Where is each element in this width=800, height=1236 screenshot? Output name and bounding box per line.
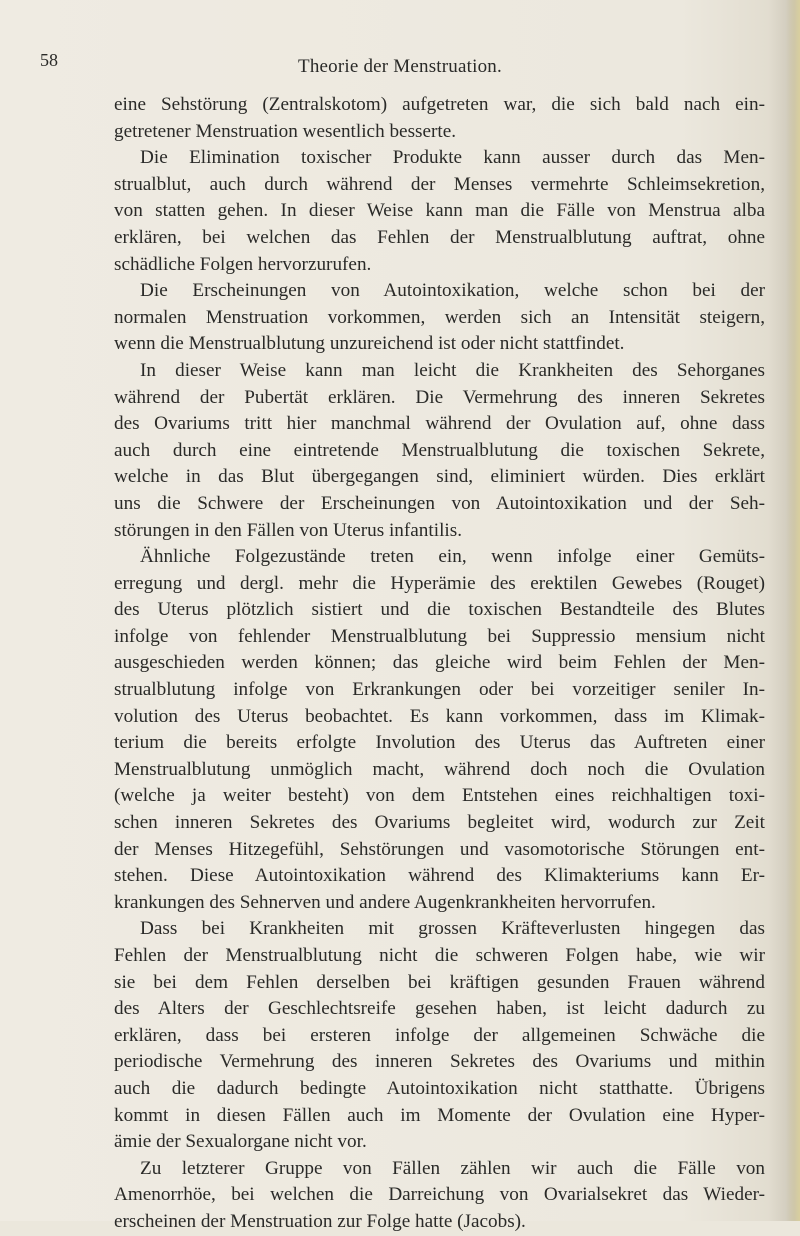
- text-line: Zu letzterer Gruppe von Fällen zählen wir auch die Fälle von: [140, 1157, 765, 1179]
- text-line: auch durch eine eintretende Menstrualblutung die toxischen Sekrete,: [114, 439, 765, 461]
- text-line: des Ovariums tritt hier manchmal während der Ovulation auf, ohne dass: [114, 413, 765, 435]
- text-line: ausgeschieden werden können; das gleiche wird beim Fehlen der Men-: [114, 652, 765, 674]
- text-line: stehen. Diese Autointoxikation während des Klimakteriums kann Er-: [114, 865, 765, 887]
- text-line: (welche ja weiter besteht) von dem Entstehen eines reichhaltigen toxi-: [114, 785, 765, 807]
- text-line: Menstrualblutung unmöglich macht, während doch noch die Ovulation: [114, 758, 765, 780]
- text-line: welche in das Blut übergegangen sind, eliminiert würden. Dies erklärt: [114, 466, 765, 488]
- text-line: Fehlen der Menstrualblutung nicht die schweren Folgen habe, wie wir: [114, 945, 765, 966]
- text-line: Die Elimination toxischer Produkte kann ausser durch das Men-: [140, 147, 765, 169]
- page-number: 58: [40, 50, 58, 70]
- text-line: normalen Menstruation vorkommen, werden sich an Intensität steigern,: [114, 306, 765, 328]
- text-line: Amenorrhöe, bei welchen die Darreichung von Ovarialsekret das Wieder-: [114, 1184, 765, 1206]
- text-line: wenn die Menstrualblutung unzureichend ist oder nicht stattfindet.: [114, 333, 625, 355]
- text-line: getretener Menstruation wesentlich besserte.: [114, 120, 457, 142]
- text-line: krankungen des Sehnerven und andere Augenkrankheiten hervorrufen.: [114, 891, 656, 913]
- text-line: auch die dadurch bedingte Autointoxikation nicht statthatte. Übrigens: [114, 1077, 765, 1099]
- text-line: des Alters der Geschlechtsreife gesehen haben, ist leicht dadurch zu: [114, 998, 765, 1020]
- text-line: eine Sehstörung (Zentralskotom) aufgetreten war, die sich bald nach ein-: [114, 94, 765, 115]
- text-line: kommt in diesen Fällen auch im Momente der Ovulation eine Hyper-: [114, 1104, 765, 1126]
- text-line: ämie der Sexualorgane nicht vor.: [114, 1131, 367, 1153]
- text-line: strualblut, auch durch während der Menses vermehrte Schleimsekretion,: [114, 173, 765, 195]
- text-line: infolge von fehlender Menstrualblutung bei Suppressio mensium nicht: [114, 625, 765, 647]
- text-line: störungen in den Fällen von Uterus infantilis.: [114, 519, 462, 541]
- text-line: des Uterus plötzlich sistiert und die toxischen Bestandteile des Blutes: [114, 599, 765, 621]
- text-line: erregung und dergl. mehr die Hyperämie des erektilen Gewebes (Rouget): [114, 572, 765, 594]
- body-text: [114, 92, 765, 1236]
- text-line: erklären, dass bei ersteren infolge der allgemeinen Schwäche die: [114, 1024, 765, 1046]
- text-line: schädliche Folgen hervorzurufen.: [114, 253, 372, 275]
- page-header: [40, 42, 760, 77]
- running-head: Theorie der Menstruation.: [298, 56, 502, 77]
- text-line: während der Pubertät erklären. Die Vermehrung des inneren Sekretes: [114, 386, 765, 408]
- text-line: uns die Schwere der Erscheinungen von Autointoxikation und der Seh-: [114, 492, 765, 514]
- text-line: der Menses Hitzegefühl, Sehstörungen und vasomotorische Störungen ent-: [114, 838, 765, 860]
- text-line: In dieser Weise kann man leicht die Krankheiten des Sehorganes: [140, 359, 765, 381]
- text-line: Die Erscheinungen von Autointoxikation, welche schon bei der: [140, 280, 765, 302]
- text-line: strualblutung infolge von Erkrankungen oder bei vorzeitiger seniler In-: [114, 679, 765, 701]
- page-edge-shadow: [786, 0, 800, 1221]
- text-line: sie bei dem Fehlen derselben bei kräftigen gesunden Frauen während: [114, 971, 765, 993]
- text-line: schen inneren Sekretes des Ovariums begleitet wird, wodurch zur Zeit: [114, 812, 765, 834]
- text-line: terium die bereits erfolgte Involution des Uterus das Auftreten einer: [114, 732, 765, 754]
- text-line: Dass bei Krankheiten mit grossen Kräfteverlusten hingegen das: [140, 918, 765, 940]
- text-line: periodische Vermehrung des inneren Sekretes des Ovariums und mithin: [114, 1051, 765, 1073]
- text-line: erklären, bei welchen das Fehlen der Menstrualblutung auftrat, ohne: [114, 226, 765, 248]
- text-line: erscheinen der Menstruation zur Folge hatte (Jacobs).: [114, 1210, 526, 1232]
- text-line: Ähnliche Folgezustände treten ein, wenn infolge einer Gemüts-: [140, 546, 765, 568]
- text-line: von statten gehen. In dieser Weise kann man die Fälle von Menstrua alba: [114, 200, 765, 222]
- text-line: volution des Uterus beobachtet. Es kann vorkommen, dass im Klimak-: [114, 705, 765, 727]
